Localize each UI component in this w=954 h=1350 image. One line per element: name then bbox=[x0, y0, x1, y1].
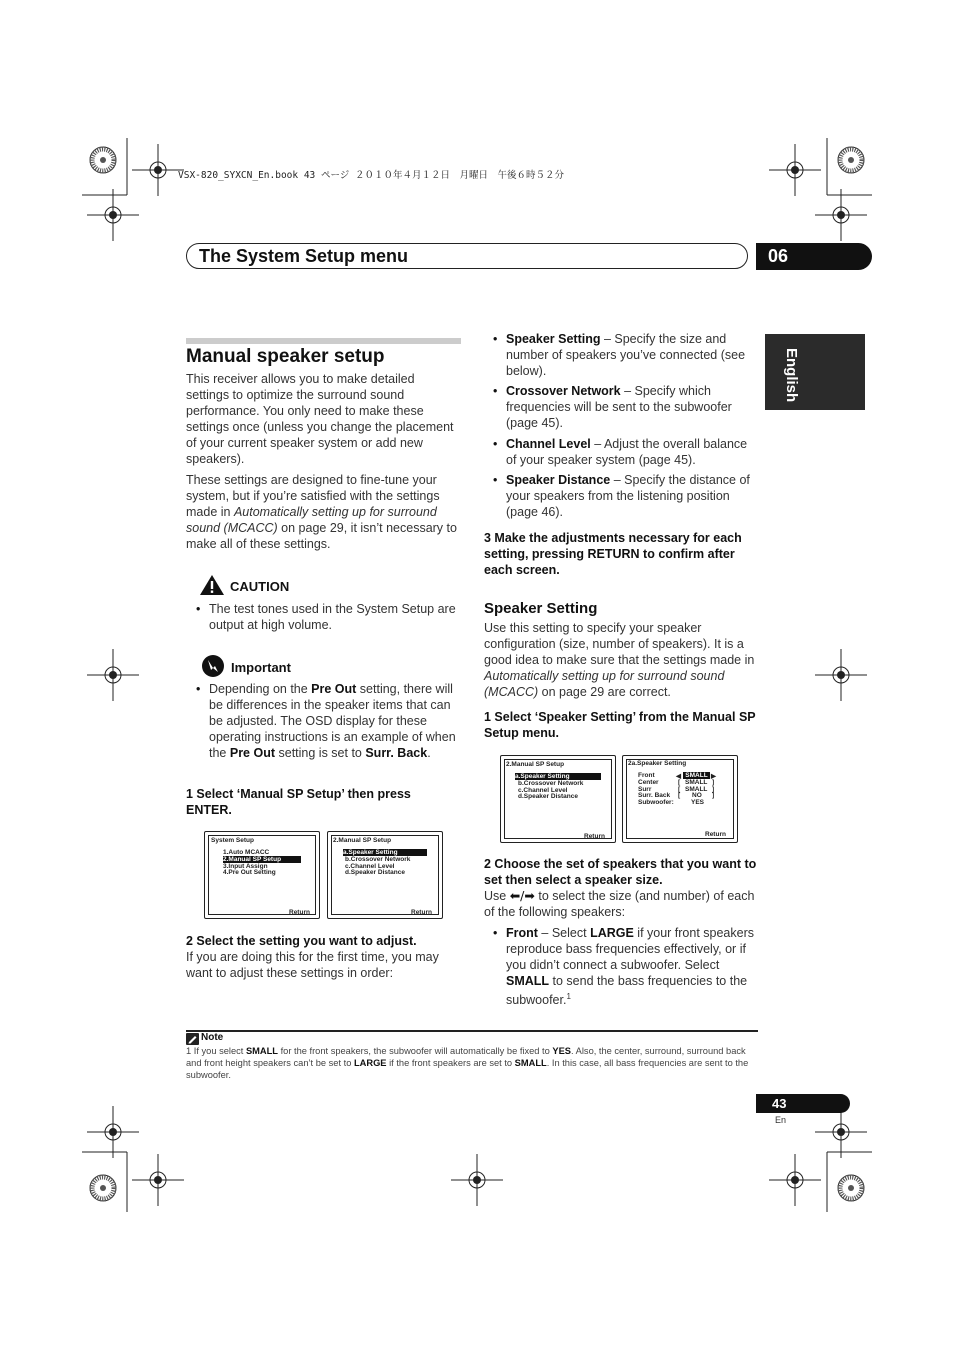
osd-title: 2.Manual SP Setup bbox=[333, 837, 392, 844]
osd-label: Surr. Back bbox=[638, 792, 671, 799]
osd-item-selected: 2.Manual SP Setup bbox=[223, 856, 301, 863]
subheading-speaker-setting: Speaker Setting bbox=[484, 600, 598, 617]
osd-item: 1.Auto MCACC bbox=[223, 849, 270, 856]
osd-value: SMALL bbox=[685, 786, 708, 793]
osd-item: 3.Input Assign bbox=[223, 863, 268, 870]
step-1-left: 1 Select ‘Manual SP Setup’ then press ENTER. bbox=[186, 787, 411, 817]
osd-item: c.Channel Level bbox=[518, 787, 568, 794]
note-rule bbox=[186, 1030, 758, 1032]
osd-label: Front bbox=[638, 772, 655, 779]
bullet-crossover-network: • Crossover Network – Specify which frequencies will be sent to the subwoofer (page 45). bbox=[493, 384, 732, 430]
bullet-channel-level: • Channel Level – Adjust the overall balance of your speaker system (page 45). bbox=[493, 437, 748, 467]
osd-label: Center bbox=[638, 779, 659, 786]
osd-label: Surr bbox=[638, 786, 652, 793]
footnote: 1 If you select SMALL for the front speakers, the subwoofer will automatically be fixed to YES. Also, the center, surround, surround back and front height speakers can’t be set to LARGE if the front speakers are set to SMALL. In this case, all bass frequencies are sent to the subwoofer. bbox=[186, 1046, 749, 1080]
section-heading: Manual speaker setup bbox=[186, 346, 385, 367]
step-2-text: If you are doing this for the first time, you may want to adjust these settings in order: bbox=[186, 950, 439, 980]
osd-item: b.Crossover Network bbox=[518, 780, 584, 787]
important-item: • Depending on the Pre Out setting, there will be differences in the speaker items that can be adjusted. The OSD display for these operating instructions is an example of when the Pre Out setting is set to Surr. Back. bbox=[196, 682, 456, 760]
osd-speaker-setting: 2a.Speaker Setting Front Center Surr Surr. Back Subwoofer: ◀ SMALL ▶ [ SMALL ] [ SMALL ] [ NO ] YES Return bbox=[622, 755, 738, 843]
important-icon bbox=[201, 654, 225, 678]
bullet-speaker-setting: • Speaker Setting – Specify the size and number of speakers you’ve connected (see below). bbox=[493, 332, 746, 378]
osd-title: 2a.Speaker Setting bbox=[628, 760, 687, 767]
osd-arrow-left-icon: ◀ bbox=[676, 773, 681, 780]
step-3: 3 Make the adjustments necessary for each setting, pressing RETURN to confirm after each screen. bbox=[484, 531, 742, 577]
note-icon bbox=[186, 1033, 199, 1045]
fine-tune-paragraph: These settings are designed to fine-tune your system, but if you’re satisfied with the settings made in Automatically setting up for surround sound (MCACC) on page 29, it isn’t necessary to make all of these settings. bbox=[186, 473, 457, 551]
osd-value-selected: SMALL bbox=[683, 772, 710, 779]
osd-manual-sp-setup-2 bbox=[500, 755, 616, 843]
osd-arrow-right-icon: ▶ bbox=[711, 773, 716, 780]
osd-item: d.Speaker Distance bbox=[345, 869, 405, 876]
osd-value: SMALL bbox=[685, 779, 708, 786]
osd-manual-sp-setup bbox=[327, 831, 443, 919]
print-header: VSX-820_SYXCN_En.book 43 ページ ２０１０年４月１２日 月曜日 午後６時５２分 bbox=[178, 170, 565, 181]
speaker-setting-paragraph: Use this setting to specify your speaker configuration (size, number of speakers). It is a good idea to make sure that the settings made in Automatically setting up for surround sound (MCACC) on page 29 are correct. bbox=[484, 621, 755, 699]
osd-title: System Setup bbox=[211, 837, 254, 844]
bullet-front: • Front – Select LARGE if your front speakers reproduce bass frequencies effectively, or if you didn’t connect a subwoofer. Select SMALL to send the bass frequencies to the subwoofer.$^1$ bbox=[493, 926, 755, 1008]
caution-title: CAUTION bbox=[230, 579, 290, 594]
osd-return: Return bbox=[289, 909, 310, 916]
important-title: Important bbox=[231, 660, 291, 675]
osd-label: Subwoofer: bbox=[638, 799, 674, 806]
left-right-arrow-icon: ⬅/➡ bbox=[509, 888, 535, 903]
page-language: En bbox=[775, 1115, 787, 1125]
osd-system-setup bbox=[204, 831, 320, 919]
bullet-speaker-distance: • Speaker Distance – Specify the distance of your speakers from the listening position (page 46). bbox=[493, 473, 750, 519]
osd-return: Return bbox=[584, 833, 605, 840]
chapter-number: 06 bbox=[756, 243, 872, 270]
osd-return: Return bbox=[705, 831, 726, 838]
osd-item: c.Channel Level bbox=[345, 863, 395, 870]
osd-value: YES bbox=[691, 799, 705, 806]
osd-value: NO bbox=[692, 792, 702, 799]
osd-item: b.Crossover Network bbox=[345, 856, 411, 863]
step-2-right: 2 Choose the set of speakers that you want to set then select a speaker size. bbox=[484, 857, 757, 887]
section-rule bbox=[186, 338, 461, 344]
caution-icon bbox=[199, 574, 225, 596]
osd-title: 2.Manual SP Setup bbox=[506, 761, 565, 768]
page-number: 43 bbox=[756, 1094, 850, 1113]
osd-item: 4.Pre Out Setting bbox=[223, 869, 276, 876]
caution-item: • The test tones used in the System Setup are output at high volume. bbox=[196, 602, 456, 632]
osd-return: Return bbox=[411, 909, 432, 916]
step-1-right: 1 Select ‘Speaker Setting’ from the Manual SP Setup menu. bbox=[484, 710, 756, 740]
language-tab-label: English bbox=[783, 348, 800, 403]
note-title: Note bbox=[201, 1032, 224, 1043]
page-title: The System Setup menu bbox=[199, 246, 409, 266]
step-2-left: 2 Select the setting you want to adjust. bbox=[186, 934, 417, 948]
arrow-instruction: Use ⬅/➡ to select the size (and number) of each of the following speakers: bbox=[484, 888, 755, 919]
osd-item-selected: a.Speaker Setting bbox=[515, 773, 601, 780]
osd-item: d.Speaker Distance bbox=[518, 793, 578, 800]
intro-paragraph: This receiver allows you to make detailed settings to optimize the surround sound performance. You only need to make these settings once (unless you change the placement of your current speaker system or add new speakers). bbox=[186, 372, 454, 466]
osd-item-selected: a.Speaker Setting bbox=[343, 849, 427, 856]
